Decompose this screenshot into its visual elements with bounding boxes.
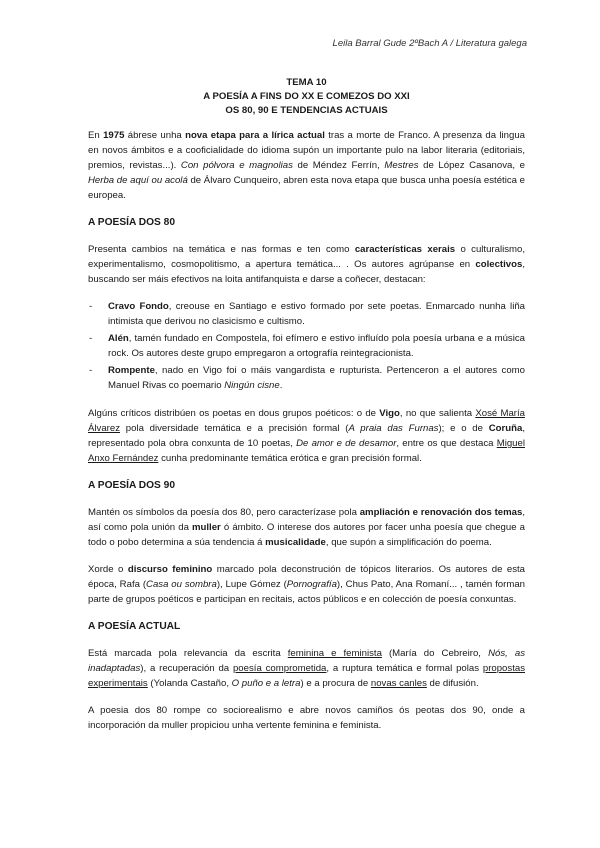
- actual-paragraph-1: Está marcada pola relevancia da escrita feminina e feminista (María do Cebreiro, Nós, as inadaptadas), a recuperación da poesía comprometida, a ruptura temática e formal polas propostas experimentais (Yolanda Castaño, O puño e a letra) e a procura de novas canles de difusión.: [88, 648, 525, 689]
- page-header: Leila Barral Gude 2ºBach A / Literatura galega: [332, 38, 527, 49]
- dash-marker: -: [89, 365, 93, 376]
- intro-paragraph: En 1975 ábrese unha nova etapa para a lírica actual tras a morte de Franco. A presenza da lingua en novos ámbitos e a cooficialidade do idioma supón un importante pulo na labor literaria (editoriais, premios, revistas...). Con pólvora e magnolias de Méndez Ferrín, Mestres de López Casanova, e Herba de aquí ou acolá de Álvaro Cunqueiro, abren esta nova etapa que busca unha poesía estética e europea.: [88, 130, 525, 201]
- sec80-paragraph-1: Presenta cambios na temática e nas formas e ten como características xerais o culturalismo, experimentalismo, cosmopolitismo, a apertura temática... . Os autores agrúpanse en colectivos, buscando ser máis efectivos na loita antifanquista e darse a coñecer, destacan:: [88, 244, 526, 285]
- poetic-groups-list: [88, 299, 525, 393]
- list-item: - Cravo Fondo, creouse en Santiago e estivo formado por sete poetas. Enmarcado nunha liña intimista que derivou no clasicismo e cultismo.: [89, 301, 525, 327]
- sec90-paragraph-2: Xorde o discurso feminino marcado pola deconstrución de tópicos literarios. Os autores de esta época, Rafa (Casa ou sombra), Lupe Gómez (Pornografía), Chus Pato, Ana Romaní... , tamén forman parte de grupos poéticos e participan en recitais, actos públicos e en colección de poesía conxuntas.: [88, 564, 526, 605]
- sec80-paragraph-2: Algúns críticos distribúen os poetas en dous grupos poéticos: o de Vigo, no que salienta Xosé María Álvarez pola diversidade temática e a precisión formal (A praia das Furnas); e o de Coruña, representado pola obra conxunta de 10 poetas, De amor e de desamor, entre os que destaca Miguel Anxo Fernández cunha predominante temática erótica e gran precisión formal.: [88, 408, 525, 464]
- actual-paragraph-2: A poesia dos 80 rompe co sociorealismo e abre novos camiños ós peotas dos 90, onde a incorporación da muller propiciou unha vertente feminina e feminista.: [88, 705, 525, 731]
- list-item: - Alén, tamén fundado en Compostela, foi efímero e estivo influído pola poesía urbana e a música rock. Os autores deste grupo empregaron a ortografía reintegracionista.: [89, 333, 525, 359]
- document-body: [88, 76, 525, 745]
- list-item: - Rompente, nado en Vigo foi o máis vangardista e rupturista. Pertenceron a el autores como Manuel Rivas co poemario Ningún cisne.: [89, 365, 525, 391]
- title-line-2: A POESÍA A FINS DO XX E COMEZOS DO XXI: [203, 91, 410, 102]
- section-heading-90: A POESÍA DOS 90: [88, 480, 175, 491]
- dash-marker: -: [89, 301, 93, 312]
- dash-marker: -: [89, 333, 93, 344]
- title-line-3: OS 80, 90 E TENDENCIAS ACTUAIS: [225, 105, 388, 116]
- section-heading-actual: A POESÍA ACTUAL: [88, 621, 181, 632]
- title-line-1: TEMA 10: [286, 77, 327, 88]
- section-heading-80: A POESÍA DOS 80: [88, 217, 175, 228]
- sec90-paragraph-1: Mantén os símbolos da poesía dos 80, pero caracterízase pola ampliación e renovación dos temas, así como pola unión da muller ó ámbito. O interese dos autores por facer unha poesía que chegue a todo o pobo determina a súa tendencia á musicalidade, que supón a simplificación do poema.: [88, 507, 525, 548]
- document-title: [88, 76, 525, 118]
